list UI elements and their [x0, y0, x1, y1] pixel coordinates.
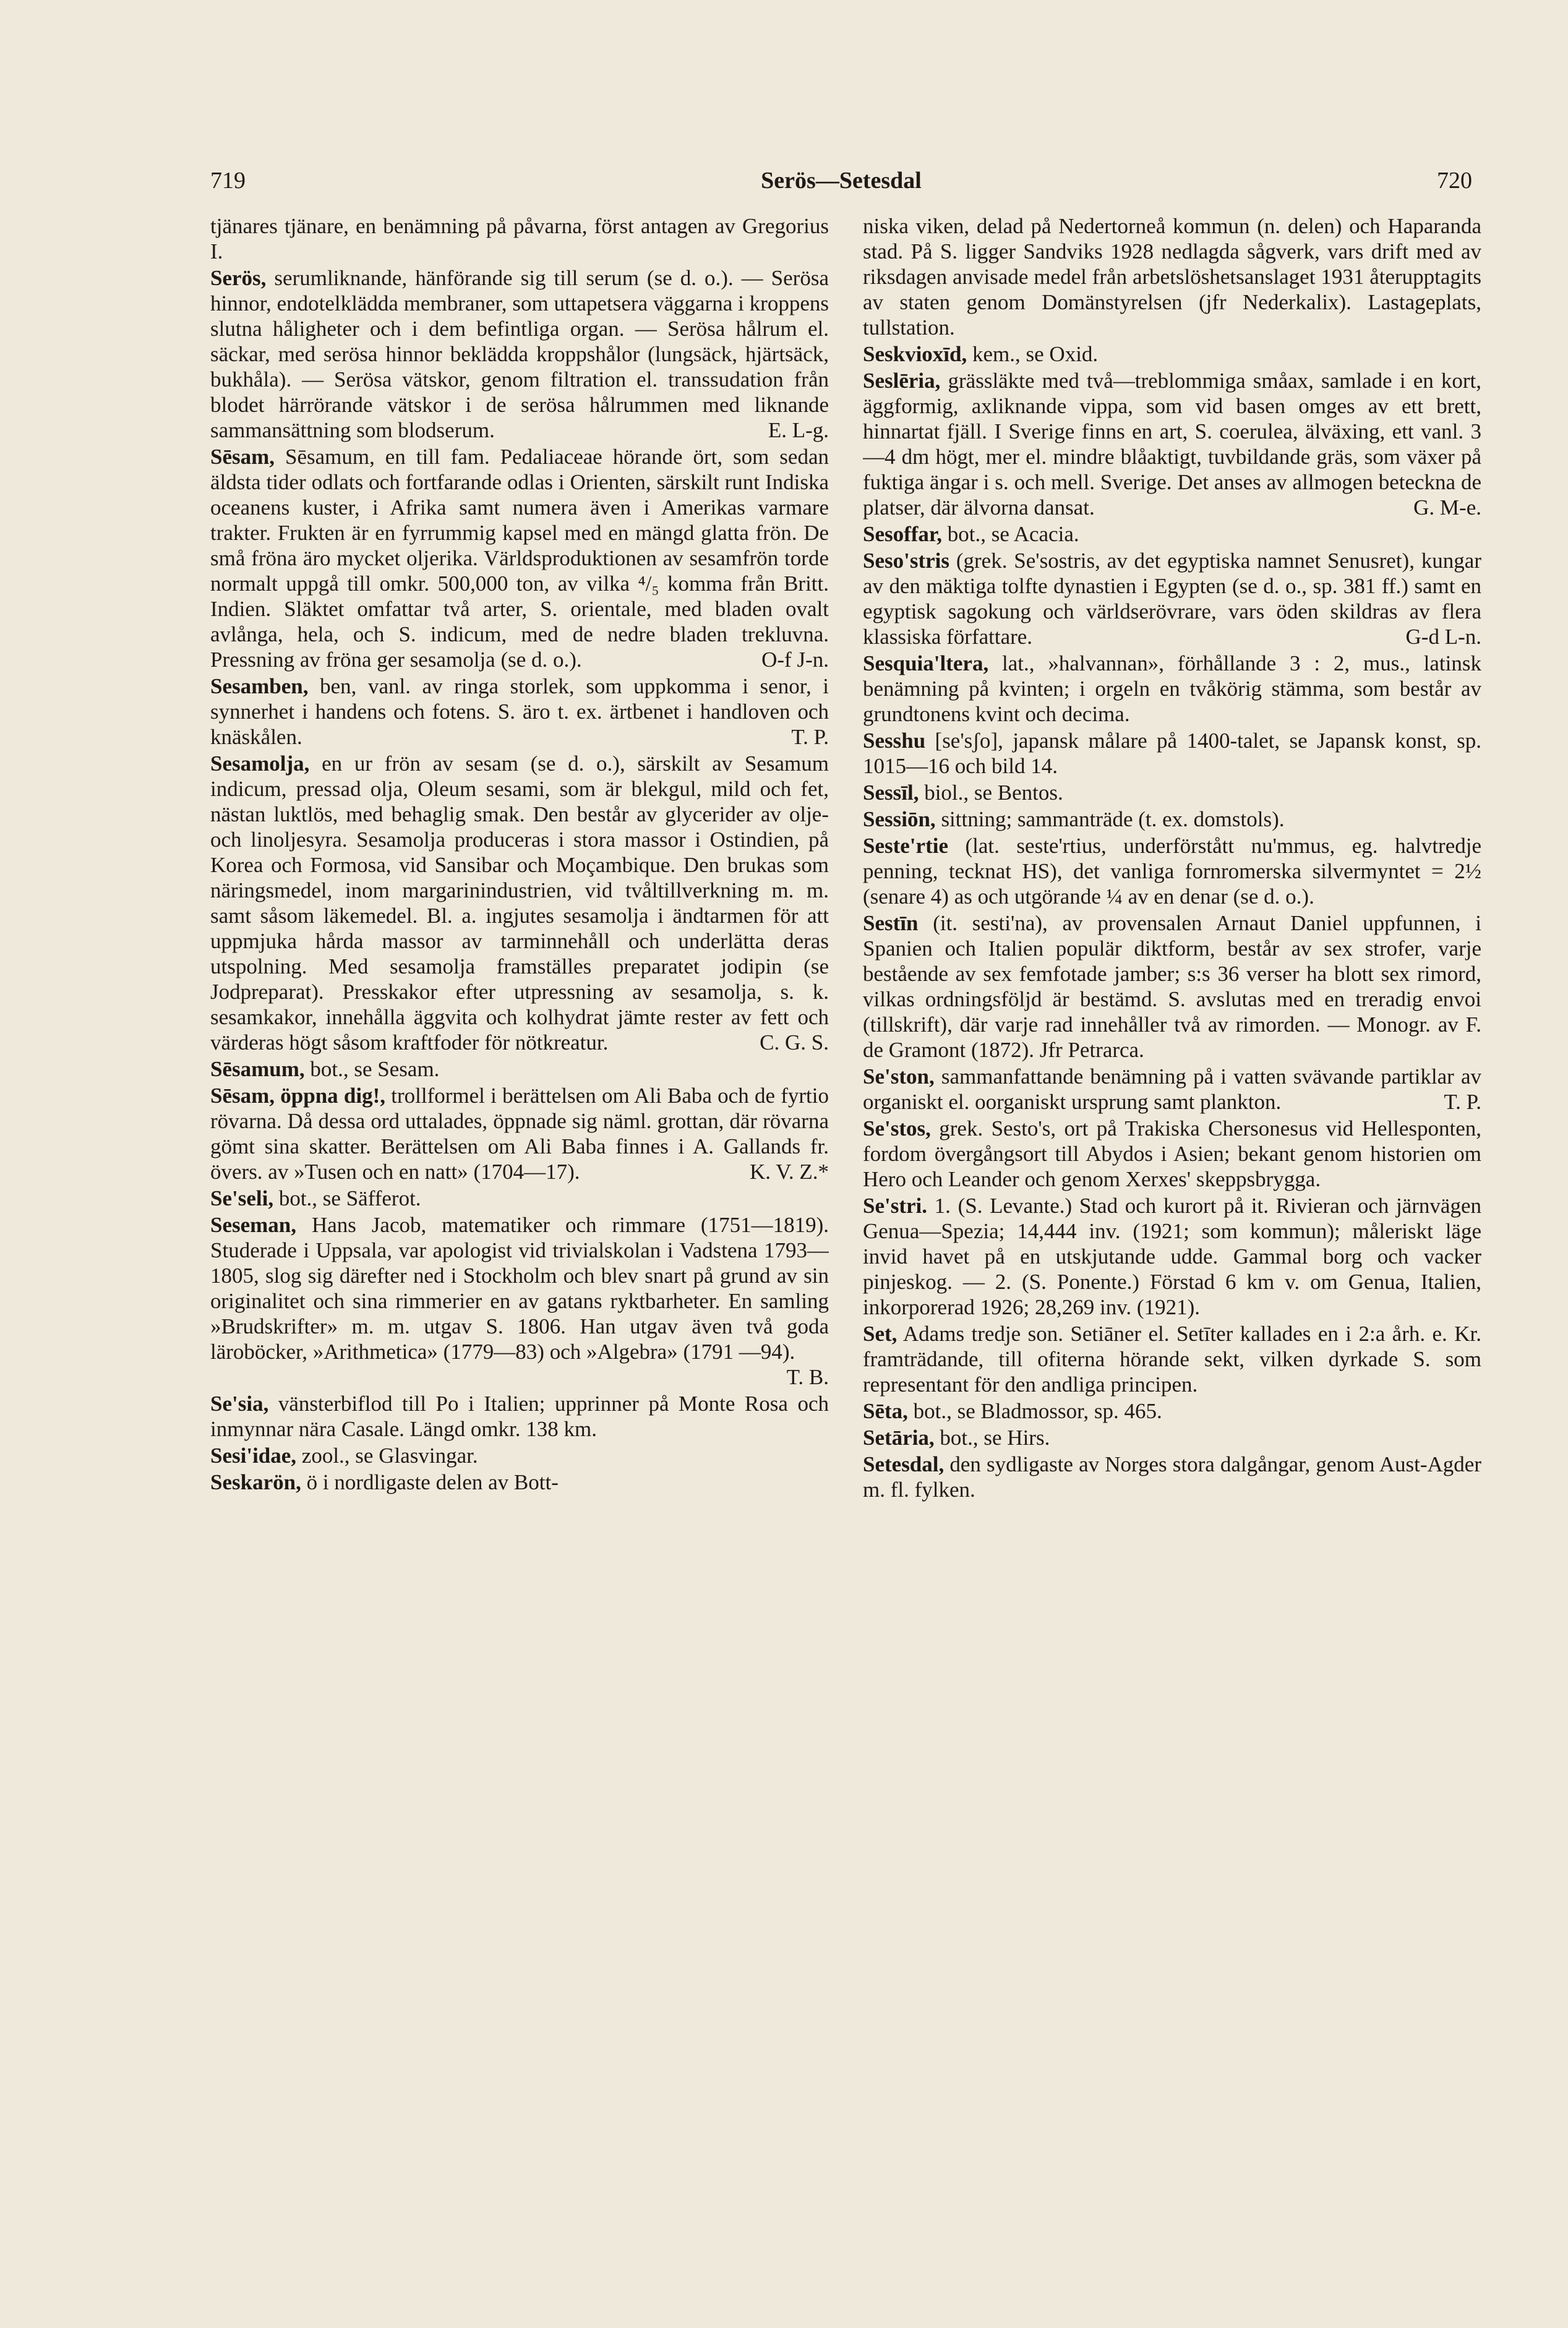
page-header: [210, 167, 1472, 204]
dictionary-entry: [210, 1083, 829, 1184]
dictionary-entry: [210, 1186, 829, 1211]
entry-text: Hans Jacob, matematiker och rimmare (1751—1819). Studerade i Uppsala, var apologist vid trivialskolan i Vadstena 1793—1805, slog sig därefter ned i Stockholm och blev snart på grund av sin originalitet och sina rimmerier en av gatans ryktbarheter. En samling »Brudskrifter» m. m. utgav S. 1806. Han utgav även två goda läroböcker, »Arithmetica» (1779—83) och »Algebra» (1791 —94).: [210, 1213, 829, 1364]
entry-text: (lat. seste'rtius, underförstått nu'mmus, eg. halvtredje penning, tecknat HS), det vanliga fornromerska silvermyntet = 2½ (senare 4) as och utgörande ¼ av en denar (se d. o.).: [863, 834, 1481, 909]
dictionary-entry: [863, 1193, 1481, 1320]
entry-headword: Se'ston,: [863, 1064, 935, 1089]
page-number-right: 720: [1437, 168, 1472, 194]
entry-text: grek. Sesto's, ort på Trakiska Chersonesus vid Hellesponten, fordom övergångsort till Abydos i Asien; bekant genom historien om Hero och Leander och genom Xerxes' skeppsbrygga.: [863, 1116, 1481, 1191]
dictionary-entry: [210, 265, 829, 443]
entry-text: sittning; sammanträde (t. ex. domstols).: [935, 807, 1285, 831]
dictionary-entry: [210, 1391, 829, 1442]
entry-headword: Seskvioxīd,: [863, 342, 967, 366]
entry-text: zool., se Glasvingar.: [296, 1444, 478, 1468]
entry-text: niska viken, delad på Nedertorneå kommun (n. delen) och Haparanda stad. På S. ligger Sandviks 1928 nedlagda sågverk, vars drift med av riksdagen anvisade medel från arbetslöshetsanslaget 1931 återupptagits av staten genom Domänstyrelsen (jfr Nederkalix). Lastageplats, tullstation.: [863, 214, 1481, 340]
entry-headword: Set,: [863, 1322, 898, 1346]
entry-text: grässläkte med två—treblommiga småax, samlade i en kort, äggformig, axliknande vippa, som vid basen omges av ett brett, hinnartat fjäll. I Sverige finns en art, S. coerulea, älväxing, ett vanl. 3—4 dm högt, mer el. mindre blåaktigt, tuvbildande gräs, som växer på fuktiga ängar i s. och mell. Sverige. Det anses av allmogen beteckna de platser, där älvorna dansat.: [863, 369, 1481, 520]
entry-text: ö i nordligaste delen av Bott-: [301, 1470, 559, 1494]
entry-text: Sēsamum, en till fam. Pedaliaceae hörande ört, som sedan äldsta tider odlats och fortfarande odlas i Orienten, särskilt runt Indiska oceanens kuster, i Afrika samt numera även i Amerikas varmare trakter. Frukten är en fyrrummig kapsel med en mängd glatta frön. De små fröna äro mycket oljerika. Världsproduktionen av sesamfrön torde normalt uppgå till omkr. 500,000 ton, av vilka ⁴/₅ komma från Britt. Indien. Släktet omfattar två arter, S. orientale, med bladen ovalt avlånga, hela, och S. indicum, med de nedre bladen trekluvna. Pressning av fröna ger sesamolja (se d. o.).: [210, 445, 829, 672]
entry-text: lat., »halvannan», förhållande 3 : 2, mus., latinsk benämning på kvinten; i orgeln en tvåkörig stämma, som består av grundtonens kvint och decima.: [863, 651, 1481, 726]
dictionary-entry: [210, 1212, 829, 1390]
page-number-left: 719: [210, 168, 246, 194]
entry-text: (grek. Se'sostris, av det egyptiska namnet Senusret), kungar av den mäktiga tolfte dynastien i Egypten (se d. o., sp. 381 ff.) samt en egyptisk sagokung och världserövrare, vars öden skildras av flera klassiska författare.: [863, 549, 1481, 649]
entry-text: Adams tredje son. Setiāner el. Setīter kallades en i 2:a årh. e. Kr. framträdande, till ofiterna hörande sekt, vilken dyrkade S. som representant för den andliga principen.: [863, 1322, 1481, 1397]
entry-text: en ur frön av sesam (se d. o.), särskilt av Sesamum indicum, pressad olja, Oleum sesami, som är blekgul, mild och fet, nästan luktlös, med behaglig smak. Den består av glycerider av olje- och linoljesyra. Sesamolja produceras i stora massor i Ostindien, på Korea och Formosa, vid Sansibar och Moçambique. Den brukas som näringsmedel, inom margarinindustrien, vid tvåltillverkning m. m. samt såsom läkemedel. Bl. a. ingjutes sesamolja i ändtarmen för att uppmjuka hårda massor av tarminnehåll och underlätta deras utspolning. Med sesamolja framställes preparatet jodipin (se Jodpreparat). Presskakor efter utpressning av sesamolja, s. k. sesamkakor, innehålla äggvita och kolhydrat jämte rester av fett och värderas högt såsom kraftfoder för nötkreatur.: [210, 751, 829, 1055]
entry-headword: Seso'stris: [863, 549, 949, 573]
left-column: [210, 213, 829, 2267]
dictionary-entry: [863, 807, 1481, 832]
entry-headword: Sesamben,: [210, 674, 309, 698]
entry-headword: Se'stos,: [863, 1116, 931, 1140]
entry-headword: Setāria,: [863, 1426, 935, 1450]
entry-text: (it. sesti'na), av provensalen Arnaut Daniel uppfunnen, i Spanien och Italien populär diktform, består av sex strofer, varje bestående av sex femfotade jamber; s:s 36 verser ha blott sex rimord, vilkas ordningsföljd är bestämd. S. avslutas med en treradig envoi (tillskrift), där varje rad innehåller två av rimorden. — Monogr. av F. de Gramont (1872). Jfr Petrarca.: [863, 911, 1481, 1062]
dictionary-entry: [210, 1443, 829, 1468]
entry-text: 1. (S. Levante.) Stad och kurort på it. Rivieran och järnvägen Genua—Spezia; 14,444 inv. (1921; som kommun); måleriskt läge invid havet på en utskjutande udde. Gammal borg och vacker pinjeskog. — 2. (S. Ponente.) Förstad 6 km v. om Genua, Italien, inkorporerad 1926; 28,269 inv. (1921).: [863, 1194, 1481, 1319]
author-signature: C. G. S.: [760, 1030, 829, 1055]
entry-headword: Sēsam,: [210, 445, 275, 469]
dictionary-entry: [863, 1321, 1481, 1397]
dictionary-entry: [863, 1425, 1481, 1450]
dictionary-entry: [863, 728, 1481, 779]
entry-headword: Sēta,: [863, 1399, 908, 1423]
dictionary-entry: [210, 1056, 829, 1082]
dictionary-entry: [863, 1116, 1481, 1192]
entry-headword: Seslēria,: [863, 369, 941, 393]
entry-headword: Sesamolja,: [210, 751, 310, 776]
entry-text: [se'sʃo], japansk målare på 1400-talet, se Japansk konst, sp. 1015—16 och bild 14.: [863, 729, 1481, 778]
dictionary-entry: [863, 1064, 1481, 1115]
entry-headword: Sēsamum,: [210, 1057, 305, 1081]
author-signature: K. V. Z.*: [749, 1160, 829, 1184]
entry-headword: Se'seli,: [210, 1186, 274, 1210]
entry-text: bot., se Acacia.: [942, 522, 1079, 546]
entry-text: trollformel i berättelsen om Ali Baba och de fyrtio rövarna. Då dessa ord uttalades, öppnade sig näml. grottan, där rövarna gömt sina skatter. Berättelsen om Ali Baba finnes i A. Gallands fr. övers. av »Tusen och en natt» (1704—17).: [210, 1084, 829, 1184]
entry-headword: Setesdal,: [863, 1452, 945, 1476]
entry-headword: Sesoffar,: [863, 522, 943, 546]
author-signature: T. B.: [786, 1365, 829, 1389]
dictionary-entry: [863, 548, 1481, 649]
entry-text: vänsterbiflod till Po i Italien; upprinner på Monte Rosa och inmynnar nära Casale. Längd omkr. 138 km.: [210, 1392, 829, 1441]
author-signature: E. L-g.: [768, 418, 829, 442]
author-signature: T. P.: [791, 725, 829, 749]
entry-headword: Sesquia'ltera,: [863, 651, 989, 675]
dictionary-entry: [863, 833, 1481, 909]
dictionary-entry: [863, 341, 1481, 367]
entry-text: bot., se Bladmossor, sp. 465.: [907, 1399, 1162, 1423]
dictionary-entry: [863, 521, 1481, 547]
entry-headword: Seskarön,: [210, 1470, 301, 1494]
entry-headword: Sesshu: [863, 729, 926, 753]
entry-headword: Sessiōn,: [863, 807, 936, 831]
entry-text: serumliknande, hänförande sig till serum (se d. o.). — Serösa hinnor, endotelklädda membraner, som uttapetsera väggarna i kroppens slutna håligheter och i dem befintliga organ. — Serösa hålrum el. säckar, med serösa hinnor beklädda kroppshålor (lungsäck, hjärtsäck, bukhåla). — Serösa vätskor, genom filtration el. transsudation från blodet härrörande vätskor i de serösa hålrummen med liknande sammansättning som blodserum.: [210, 266, 829, 442]
entry-text: sammanfattande benämning på i vatten svävande partiklar av organiskt el. oorganiskt ursprung samt plankton.: [863, 1064, 1481, 1114]
dictionary-entry: [863, 910, 1481, 1063]
dictionary-entry: [863, 213, 1481, 340]
dictionary-entry: [210, 674, 829, 750]
entry-headword: Seste'rtie: [863, 834, 948, 858]
entry-headword: Sesi'idae,: [210, 1444, 297, 1468]
right-column: [863, 213, 1481, 2267]
entry-headword: Seseman,: [210, 1213, 297, 1237]
dictionary-entry: [863, 780, 1481, 805]
entry-headword: Se'stri.: [863, 1194, 928, 1218]
author-signature: G. M-e.: [1413, 495, 1481, 520]
entry-text: bot., se Hirs.: [934, 1426, 1050, 1450]
running-title: Serös—Setesdal: [761, 168, 922, 194]
entry-text: bot., se Säfferot.: [273, 1186, 421, 1210]
dictionary-entry: [210, 751, 829, 1055]
dictionary-entry: [863, 651, 1481, 727]
entry-text: kem., se Oxid.: [967, 342, 1099, 366]
author-signature: T. P.: [1444, 1090, 1481, 1114]
entry-headword: Sēsam, öppna dig!,: [210, 1084, 386, 1108]
entry-text: ben, vanl. av ringa storlek, som uppkomma i senor, i synnerhet i handens och fotens. S. äro t. ex. ärtbenet i handloven och knäskålen.: [210, 674, 829, 749]
entry-headword: Sessīl,: [863, 781, 919, 805]
entry-headword: Serös,: [210, 266, 267, 290]
entry-text: den sydligaste av Norges stora dalgångar, genom Aust-Agder m. fl. fylken.: [863, 1452, 1481, 1502]
dictionary-entry: [863, 1398, 1481, 1424]
author-signature: G-d L-n.: [1405, 625, 1481, 649]
entry-text: bot., se Sesam.: [304, 1057, 440, 1081]
author-signature: O-f J-n.: [761, 648, 829, 672]
dictionary-entry: [863, 1452, 1481, 1502]
entry-text: biol., se Bentos.: [919, 781, 1063, 805]
dictionary-entry: [210, 444, 829, 672]
dictionary-entry: [210, 213, 829, 264]
entry-text: tjänares tjänare, en benämning på påvarna, först antagen av Gregorius I.: [210, 214, 829, 263]
entry-headword: Se'sia,: [210, 1392, 269, 1416]
entry-headword: Sestīn: [863, 911, 919, 935]
dictionary-entry: [863, 368, 1481, 520]
dictionary-entry: [210, 1470, 829, 1495]
